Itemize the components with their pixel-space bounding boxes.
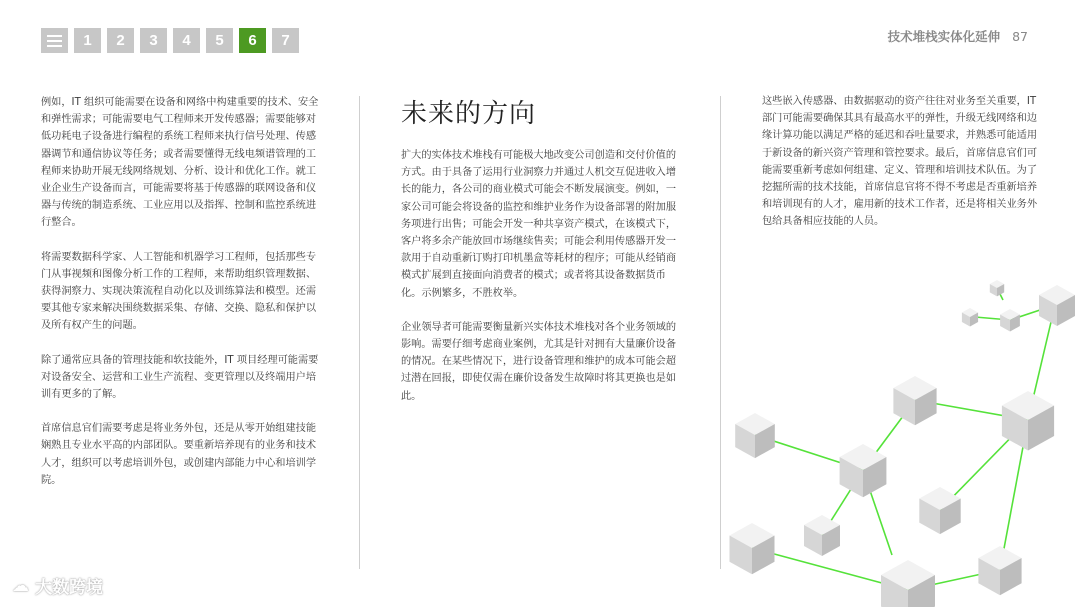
page-button-1[interactable]: 1: [74, 28, 101, 53]
paragraph: 这些嵌入传感器、由数据驱动的资产往往对业务至关重要，IT 部门可能需要确保其具有最高水平的弹性，升级无线网络和边缘计算功能以满足严格的延迟和吞吐量要求，并熟悉可能适用于新设备的新兴资产管理和管控要求。最后，首席信息官们可能需要重新考虑如何组建、定义、管理和培训技术队伍。为了挖掘所需的技术技能，首席信息官将不得不考虑是否重新培养和培训现有的人才，雇用新的技术工作者，还是将相关业务外包给具备相应技能的人员。: [762, 96, 1038, 228]
paragraph: 扩大的实体技术堆栈有可能极大地改变公司创造和交付价值的方式。由于具备了运用行业洞察力并通过人机交互促进收入增长的能力，各公司的商业模式可能会不断发展演变。例如，一家公司可能会将设备的监控和维护业务作为设备部署的附加服务项进行出售；可能会开发一种共享资产模式，在该模式下，客户将多余产能放回市场继续售卖；可能会利用传感器开发一款用于自动重新订购打印机墨盒等耗材的程序；可能从经销商模式扩展到直接面向消费者的模式；或者将其设备数据货币化。示例繁多，不胜枚举。: [401, 150, 677, 299]
watermark-logo-icon: ☁: [12, 575, 29, 596]
section-title: 技术堆栈实体化延伸: [887, 29, 1001, 44]
section-heading: 未来的方向: [401, 99, 537, 129]
watermark-text: 大数跨境: [35, 578, 103, 598]
watermark: [12, 573, 103, 598]
page-button-4[interactable]: 4: [173, 28, 200, 53]
page-button-6-active[interactable]: 6: [239, 28, 266, 53]
page-button-3[interactable]: 3: [140, 28, 167, 53]
paragraph: 将需要数据科学家、人工智能和机器学习工程师，包括那些专门从事视频和图像分析工作的工程师，来帮助组织管理数据、获得洞察力、实现决策流程自动化以及训练算法和模型。还需要其他专家来解决围绕数据采集、存储、交换、隐私和保护以及所有权产生的问题。: [41, 251, 317, 332]
paragraph: 企业领导者可能需要衡量新兴实体技术堆栈对各个业务领域的影响。需要仔细考虑商业案例，尤其是针对拥有大量廉价设备的情况。在某些情况下，进行设备管理和维护的成本可能会超过潜在回报，即使仅需在廉价设备发生故障时将其更换也是如此。: [401, 321, 677, 402]
paragraph: 例如，IT 组织可能需要在设备和网络中构建重要的技术、安全和弹性需求；可能需要电气工程师来开发传感器；需要能够对低功耗电子设备进行编程的系统工程师来执行信号处理、传感器调节和通信协议等任务；或者需要懂得无线电频谱管理的工程师来协助开展无线网络规划、分析、设计和优化工作。就工业企业生产设备而言，可能需要将基于传感器的联网设备和仪器与传统的制造系统、工业应用以及指挥、控制和监控系统进行整合。: [41, 97, 319, 229]
page-button-2[interactable]: 2: [107, 28, 134, 53]
page-button-5[interactable]: 5: [206, 28, 233, 53]
paragraph: 首席信息官们需要考虑是将业务外包，还是从零开始组建技能娴熟且专业水平高的内部团队。要重新培养现有的业务和技术人才，组织可以考虑培训外包，或创建内部能力中心和培训学院。: [41, 423, 317, 486]
page-number: 87: [1012, 29, 1028, 44]
paragraph: 除了通常应具备的管理技能和软技能外，IT 项目经理可能需要对设备安全、运营和工业生产流程、变更管理以及终端用户培训有更多的了解。: [41, 354, 319, 401]
page-button-7[interactable]: 7: [272, 28, 299, 53]
